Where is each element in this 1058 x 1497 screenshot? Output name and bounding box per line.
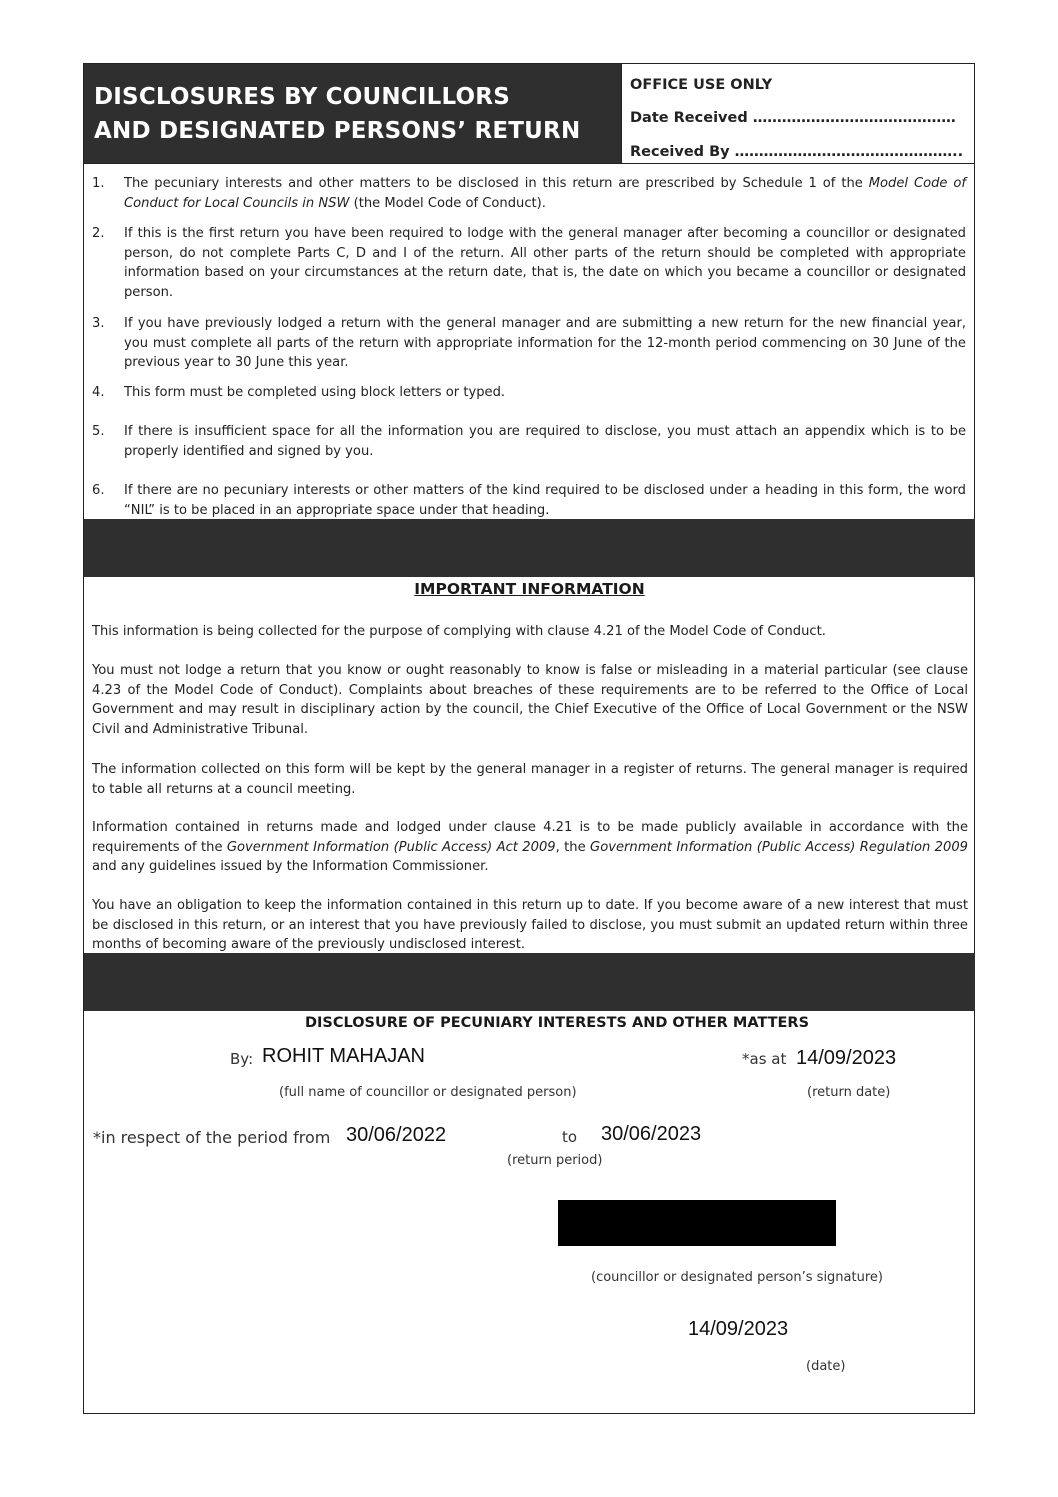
as-at-label: *as at [742,1050,787,1068]
section-separator-band [84,953,975,1011]
office-use-block [621,64,975,164]
important-paragraph: You must not lodge a return that you know or ought reasonably to know is false or misleading in a material particular (see clause 4.23 of the Model Code of Conduct). Complaints about breaches of these requirements are to be referred to the Office of Local Government and may result in disciplinary action by the council, the Chief Executive of the Office of Local Government or the NSW Civil and Administrative Tribunal. [92,663,968,737]
form-title-line1: DISCLOSURES BY COUNCILLORS [94,84,510,110]
to-label: to [562,1128,578,1146]
instruction-text: This form must be completed using block letters or typed. [124,385,506,400]
important-information-heading: IMPORTANT INFORMATION [414,580,645,598]
instruction-number: 3. [92,316,105,331]
office-use-heading: OFFICE USE ONLY [630,77,773,93]
instruction-number: 4. [92,385,105,400]
date-received-field: Date Received …………………………………… [630,110,956,126]
important-paragraph: The information collected on this form will be kept by the general manager in a register of returns. The general manager is required to table all returns at a council meeting. [92,762,968,797]
instruction-number: 2. [92,226,105,241]
period-label: *in respect of the period from [93,1128,331,1147]
instruction-number: 5. [92,424,105,439]
instruction-text: If there is insufficient space for all the information you are required to disclose, you must attach an appendix which is to be properly identified and signed by you. [124,424,966,459]
period-to-field[interactable]: 30/06/2023 [601,1123,702,1145]
disclosure-heading: DISCLOSURE OF PECUNIARY INTERESTS AND OTHER MATTERS [304,1015,810,1031]
important-paragraph: You have an obligation to keep the information contained in this return up to date. If you become aware of a new interest that must be disclosed in this return, or an interest that you have previously failed to disclose, you must submit an updated return within three months of becoming aware of the previously undisclosed interest. [92,898,968,952]
important-paragraph: Information contained in returns made and lodged under clause 4.21 is to be made publicly available in accordance with the requirements of the Government Information (Public Access) Act 2009, the Government Information (Public Access) Regulation 2009 and any guidelines issued by the Information Commissioner. [92,820,968,874]
redacted-signature [558,1200,836,1246]
period-caption: (return period) [507,1153,603,1168]
instruction-text: If this is the first return you have been required to lodge with the general manager after becoming a councillor or designated person, do not complete Parts C, D and I of the return. All other parts of the return should be completed with appropriate information based on your circumstances at the return date, that is, the date on which you became a councillor or designated person. [124,226,966,300]
name-caption: (full name of councillor or designated person) [279,1085,577,1100]
instruction-text: If you have previously lodged a return with the general manager and are submitting a new return for the new financial year, you must complete all parts of the return with appropriate information for the 12-month period commencing on 30 June of the previous year to 30 June this year. [124,316,966,370]
instruction-text: If there are no pecuniary interests or other matters of the kind required to be disclosed under a heading in this form, the word “NIL” is to be placed in an appropriate space under that heading. [124,483,966,518]
received-by-field: Received By ……………………………………….. [630,144,964,160]
by-label: By: [230,1050,254,1068]
header-divider [84,163,975,164]
signed-date-field[interactable]: 14/09/2023 [688,1318,789,1340]
return-date-field[interactable]: 14/09/2023 [796,1047,897,1069]
declarant-name-field[interactable]: ROHIT MAHAJAN [262,1045,425,1067]
return-date-caption: (return date) [807,1085,891,1100]
section-separator-band [84,519,975,577]
form-title-block [84,64,621,164]
form-title-line2: AND DESIGNATED PERSONS’ RETURN [94,118,581,144]
date-caption: (date) [806,1359,846,1374]
signature-caption: (councillor or designated person’s signature) [591,1270,883,1285]
important-paragraph: This information is being collected for the purpose of complying with clause 4.21 of the Model Code of Conduct. [92,624,826,639]
period-from-field[interactable]: 30/06/2022 [346,1124,447,1146]
instruction-number: 1. [92,176,105,191]
instruction-text: The pecuniary interests and other matters to be disclosed in this return are prescribed by Schedule 1 of the Model Code of Conduct for Local Councils in NSW (the Model Code of Conduct). [124,176,966,211]
instruction-number: 6. [92,483,105,498]
